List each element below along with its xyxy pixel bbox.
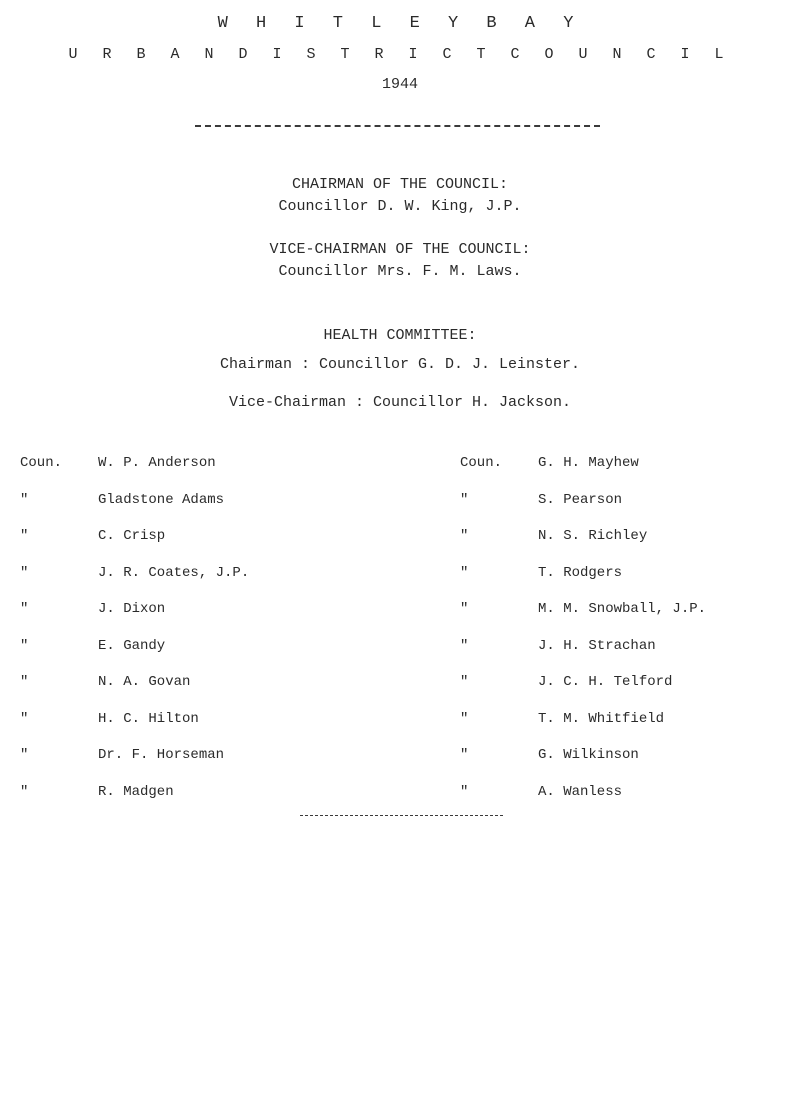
member-name: S. Pearson [538,491,623,508]
member-row [20,455,249,492]
member-name: J. Dixon [98,601,166,617]
member-row [460,711,706,748]
member-name: Gladstone Adams [98,491,225,508]
member-row [460,455,706,492]
member-prefix: " [20,491,29,508]
health-committee-chairman: Chairman : Councillor G. D. J. Leinster. [219,356,581,373]
vice-chairman-heading: VICE-CHAIRMAN OF THE COUNCIL: [269,241,531,258]
member-name: C. Crisp [98,528,166,544]
health-committee-heading: HEALTH COMMITTEE: [323,327,477,344]
member-prefix: " [20,564,29,581]
divider-bottom [300,815,503,816]
member-row [460,492,706,529]
member-prefix: " [460,710,469,727]
member-name: E. Gandy [98,637,166,654]
member-row [460,638,706,675]
member-name: Dr. F. Horseman [98,747,225,763]
chairman-name: Councillor D. W. King, J.P. [278,198,522,215]
member-prefix: " [460,674,469,690]
member-name: H. C. Hilton [98,710,199,727]
member-prefix: " [20,637,29,654]
member-prefix: " [20,674,29,690]
member-prefix: " [460,747,469,763]
member-row [20,674,249,711]
member-name: G. Wilkinson [538,747,639,763]
members-right-column [460,455,706,820]
member-row [460,565,706,602]
member-prefix: " [460,528,469,544]
member-name: M. M. Snowball, J.P. [538,601,707,617]
members-left-column [20,455,249,820]
member-prefix: " [460,783,469,800]
council-town-title: W H I T L E Y B A Y [217,14,583,33]
member-row [20,638,249,675]
member-row [20,711,249,748]
member-prefix: " [460,491,469,508]
member-row [460,601,706,638]
member-name: N. S. Richley [538,528,648,544]
member-row [460,528,706,565]
member-prefix: " [460,564,469,581]
member-name: N. A. Govan [98,674,191,690]
member-name: J. C. H. Telford [538,674,673,690]
member-row [20,747,249,784]
member-prefix: " [20,747,29,763]
member-name: A. Wanless [538,783,623,800]
member-prefix: " [460,637,469,654]
member-name: T. Rodgers [538,564,623,581]
member-name: R. Madgen [98,783,174,800]
member-prefix: " [20,710,29,727]
member-prefix: Coun. [460,455,503,471]
member-name: J. R. Coates, J.P. [98,564,250,581]
chairman-heading: CHAIRMAN OF THE COUNCIL: [291,176,509,193]
member-prefix: " [460,601,469,617]
member-row [460,747,706,784]
vice-chairman-name: Councillor Mrs. F. M. Laws. [278,263,522,280]
council-name-title: U R B A N D I S T R I C T C O U N C I L [68,46,732,63]
member-prefix: " [20,528,29,544]
member-row [20,565,249,602]
divider-top [195,125,600,127]
member-row [460,674,706,711]
member-name: J. H. Strachan [538,637,656,654]
member-prefix: " [20,783,29,800]
health-committee-vice-chairman: Vice-Chairman : Councillor H. Jackson. [228,394,572,411]
member-row [20,492,249,529]
member-name: W. P. Anderson [98,455,216,471]
member-name: G. H. Mayhew [538,455,639,471]
member-prefix: Coun. [20,455,63,471]
member-prefix: " [20,601,29,617]
member-name: T. M. Whitfield [538,710,665,727]
member-row [20,784,249,821]
member-row [20,601,249,638]
year: 1944 [381,76,418,93]
member-row [20,528,249,565]
